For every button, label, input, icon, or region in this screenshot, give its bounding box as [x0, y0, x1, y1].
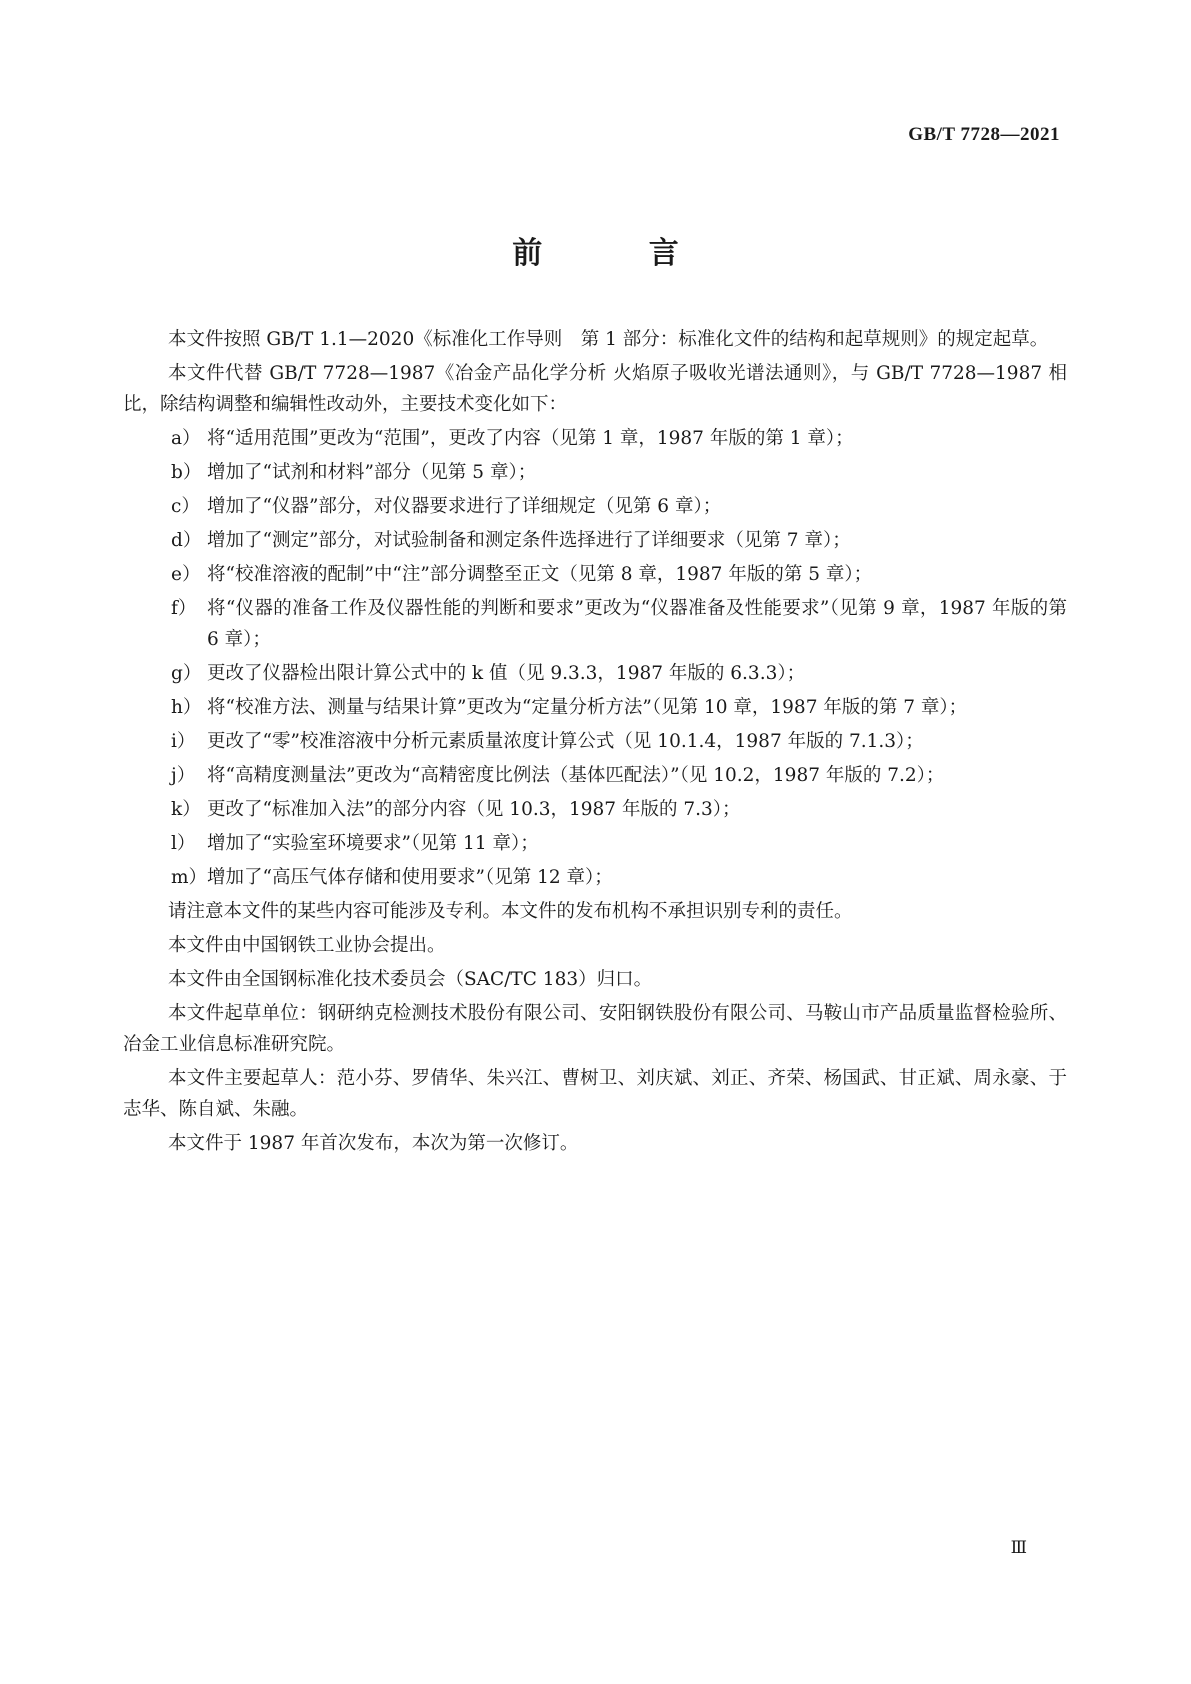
- list-marker: j）: [171, 765, 196, 786]
- list-item: [123, 692, 1067, 723]
- list-marker: f）: [171, 598, 197, 619]
- list-marker: d）: [171, 530, 202, 551]
- list-item: [123, 525, 1067, 556]
- list-item: [123, 491, 1067, 522]
- list-item-text: 增加了“高压气体存储和使用要求”（见第 12 章）；: [207, 867, 613, 888]
- page-number: Ⅲ: [1010, 1538, 1027, 1557]
- paragraph: 本文件主要起草人：范小芬、罗倩华、朱兴江、曹树卫、刘庆斌、刘正、齐荣、杨国武、甘正斌、周永豪、于志华、陈自斌、朱融。: [123, 1068, 1067, 1120]
- page-title: 前 言: [512, 236, 727, 271]
- list-item: [123, 828, 1067, 859]
- list-marker: c）: [171, 496, 200, 517]
- list-marker: a）: [171, 428, 201, 449]
- list-item-text: 增加了“仪器”部分，对仪器要求进行了详细规定（见第 6 章）；: [207, 496, 722, 517]
- list-item: [123, 794, 1067, 825]
- list-marker: b）: [171, 462, 202, 483]
- list-item: [123, 457, 1067, 488]
- list-item: [123, 593, 1067, 655]
- list-item: [123, 726, 1067, 757]
- paragraph: 本文件起草单位：钢研纳克检测技术股份有限公司、安阳钢铁股份有限公司、马鞍山市产品质量监督检验所、冶金工业信息标准研究院。: [123, 1003, 1067, 1055]
- list-item: [123, 862, 1067, 893]
- list-marker: e）: [171, 564, 201, 585]
- list-marker: k）: [171, 799, 201, 820]
- list-item: [123, 559, 1067, 590]
- list-marker: g）: [171, 663, 202, 684]
- list-item-text: 将“适用范围”更改为“范围”，更改了内容（见第 1 章，1987 年版的第 1 章）；: [207, 428, 854, 449]
- list-item-text: 更改了“零”校准溶液中分析元素质量浓度计算公式（见 10.1.4，1987 年版的 7.1.3）；: [207, 731, 924, 752]
- paragraph: 本文件按照 GB/T 1.1—2020《标准化工作导则 第 1 部分：标准化文件的结构和起草规则》的规定起草。: [168, 329, 1049, 350]
- document-body: [123, 324, 1067, 1162]
- list-item: [123, 658, 1067, 689]
- list-marker: h）: [171, 697, 202, 718]
- list-item-text: 增加了“实验室环境要求”（见第 11 章）；: [207, 833, 539, 854]
- list-item: [123, 760, 1067, 791]
- paragraph: 本文件代替 GB/T 7728—1987《冶金产品化学分析 火焰原子吸收光谱法通则》，与 GB/T 7728—1987 相比，除结构调整和编辑性改动外，主要技术变化如下：: [123, 363, 1067, 415]
- standard-number: GB/T 7728—2021: [908, 124, 1060, 145]
- paragraph: 本文件由全国钢标准化技术委员会（SAC/TC 183）归口。: [168, 969, 653, 990]
- paragraph: 请注意本文件的某些内容可能涉及专利。本文件的发布机构不承担识别专利的责任。: [168, 901, 853, 922]
- list-item: [123, 423, 1067, 454]
- list-item-text: 将“校准溶液的配制”中“注”部分调整至正文（见第 8 章，1987 年版的第 5 章）；: [207, 564, 873, 585]
- list-item-text: 更改了“标准加入法”的部分内容（见 10.3，1987 年版的 7.3）；: [207, 799, 741, 820]
- paragraph: 本文件于 1987 年首次发布，本次为第一次修订。: [168, 1133, 579, 1154]
- list-item-text: 将“高精度测量法”更改为“高精密度比例法（基体匹配法）”（见 10.2，1987 年版的 7.2）；: [207, 765, 945, 786]
- list-marker: i）: [171, 731, 196, 752]
- list-item-text: 增加了“试剂和材料”部分（见第 5 章）；: [207, 462, 537, 483]
- paragraph: 本文件由中国钢铁工业协会提出。: [168, 935, 446, 956]
- list-marker: m）: [171, 867, 208, 888]
- list-item-text: 增加了“测定”部分，对试验制备和测定条件选择进行了详细要求（见第 7 章）；: [207, 530, 851, 551]
- list-item-text: 将“校准方法、测量与结果计算”更改为“定量分析方法”（见第 10 章，1987 年版的第 7 章）；: [207, 697, 968, 718]
- list-item-text: 更改了仪器检出限计算公式中的 k 值（见 9.3.3，1987 年版的 6.3.3）；: [207, 663, 806, 684]
- list-item-text: 将“仪器的准备工作及仪器性能的判断和要求”更改为“仪器准备及性能要求”（见第 9 章，1987 年版的第 6 章）；: [207, 598, 1067, 650]
- list-marker: l）: [171, 833, 196, 854]
